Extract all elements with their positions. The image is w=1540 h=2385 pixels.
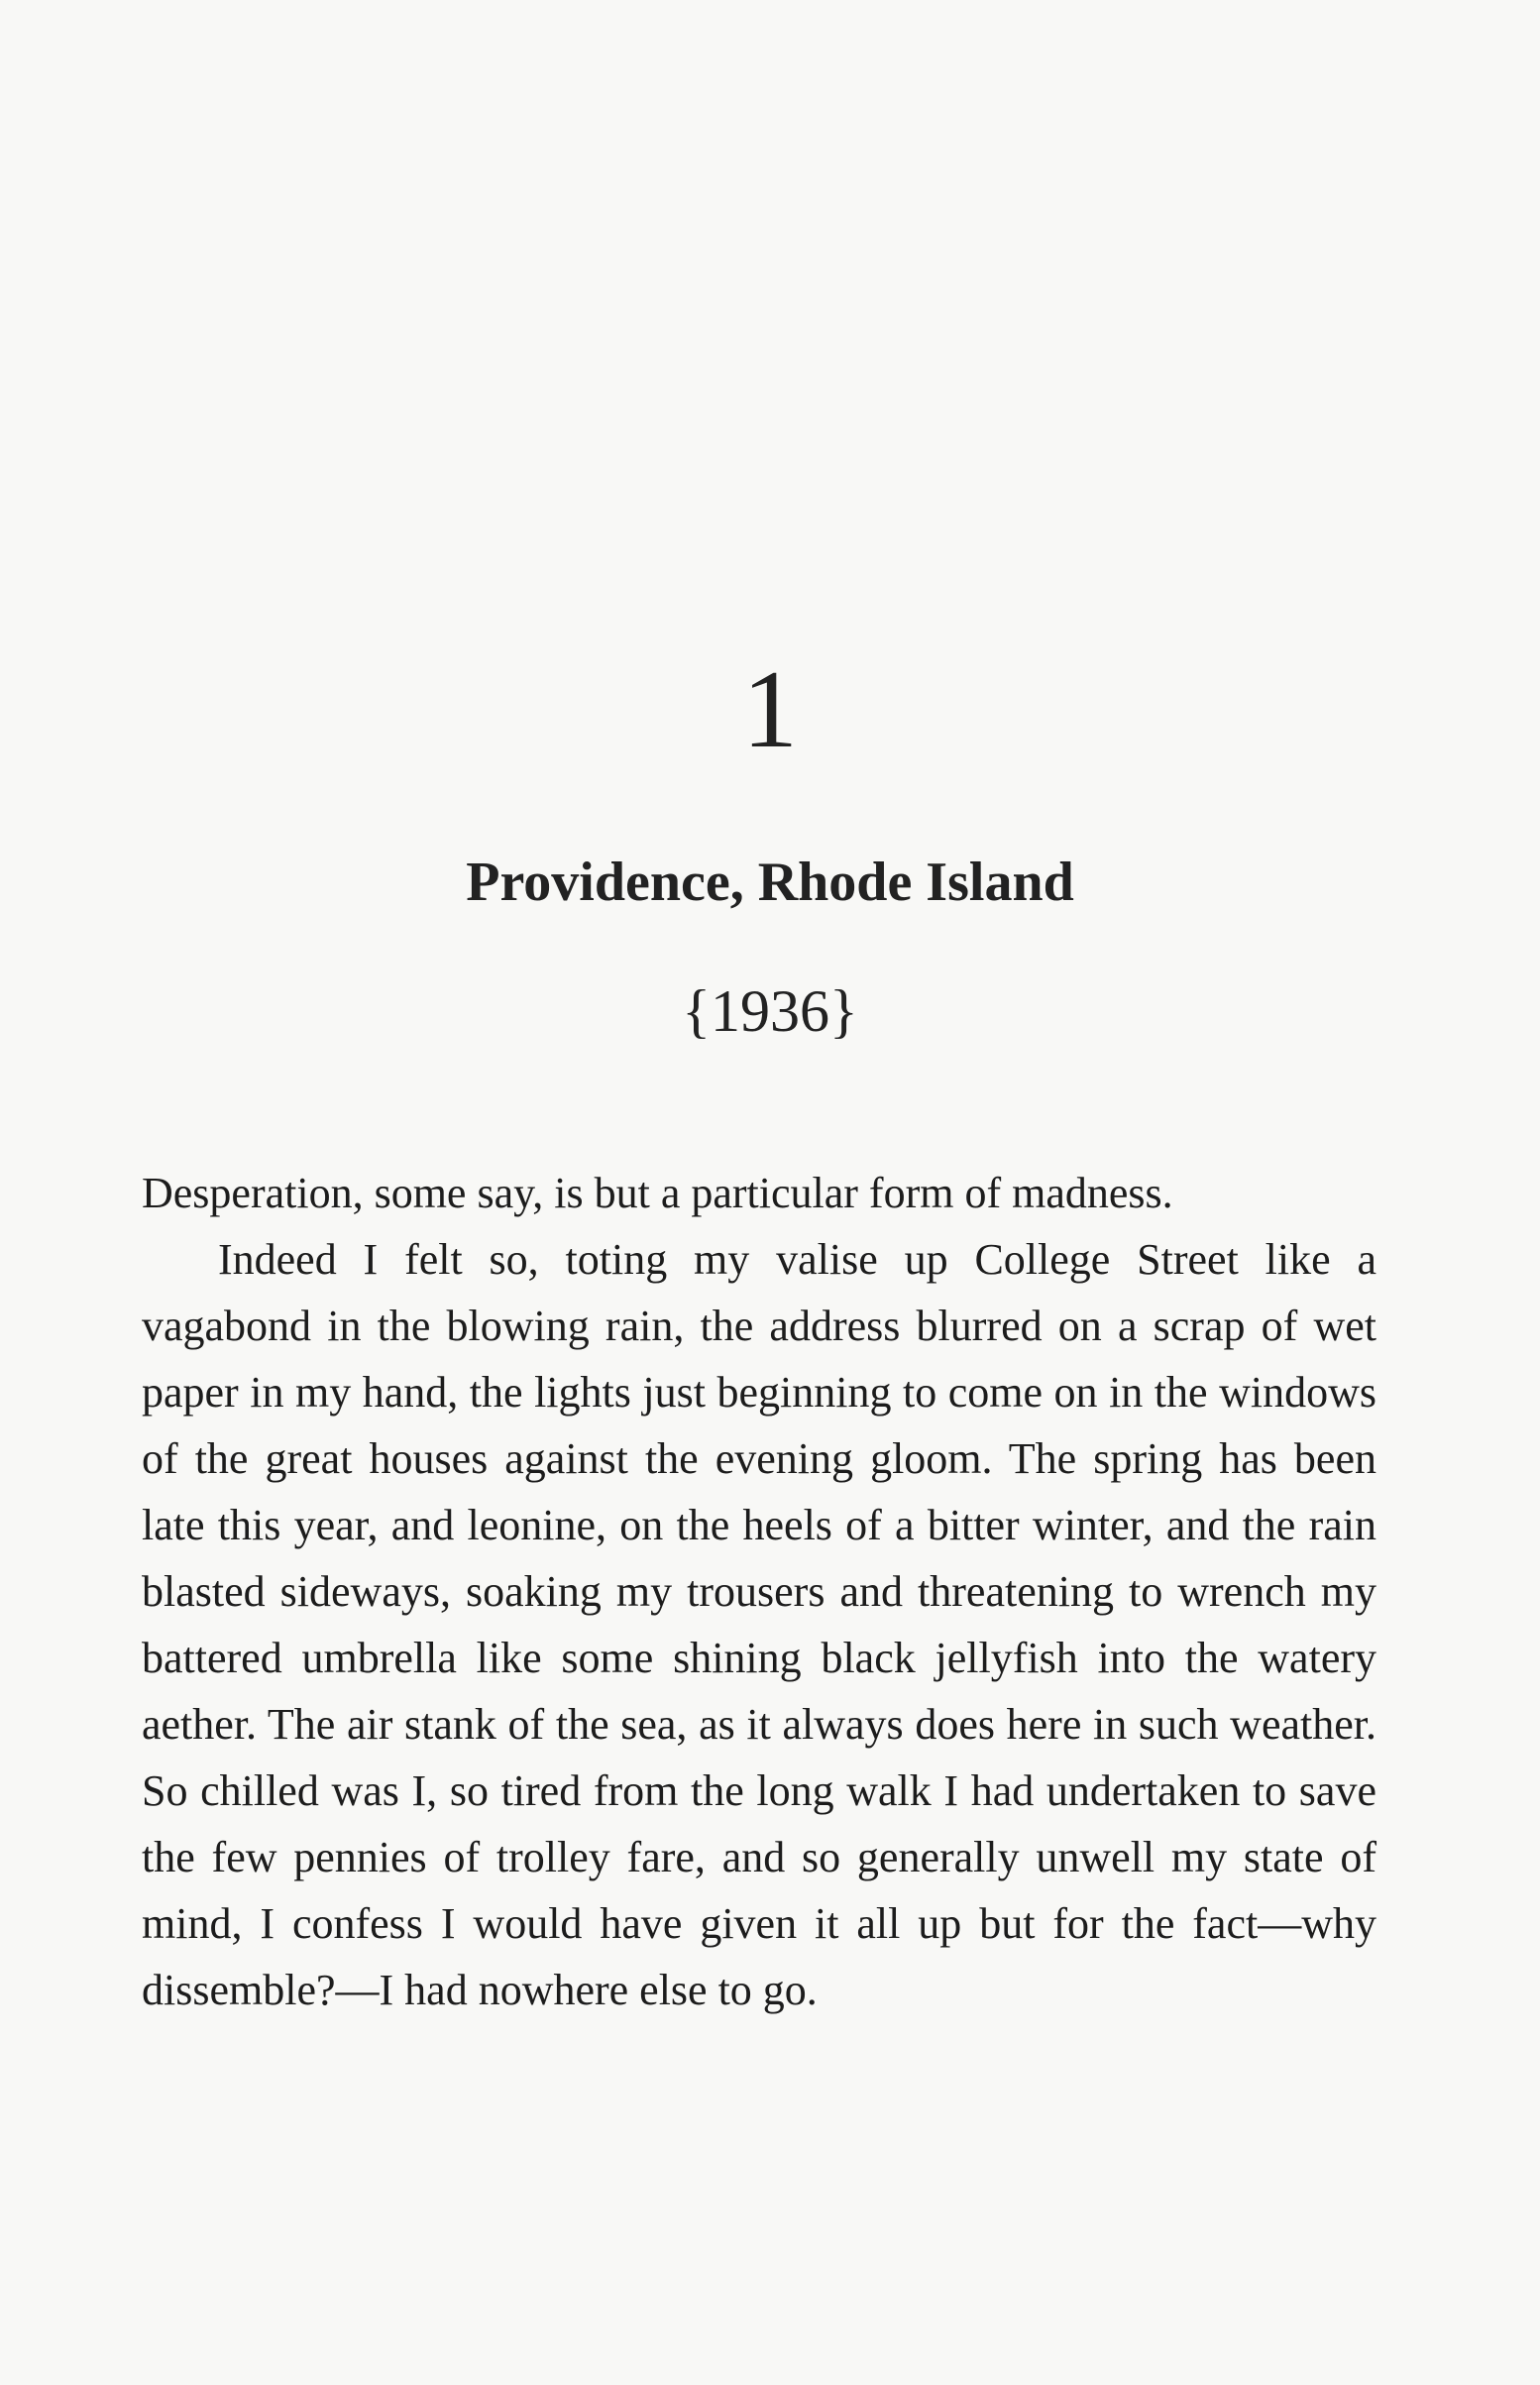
chapter-year: {1936} xyxy=(682,978,858,1044)
paragraph-opening: Desperation, some say, is but a particular form of madness. xyxy=(142,1169,1173,1217)
chapter-title: Providence, Rhode Island xyxy=(466,852,1074,913)
chapter-body xyxy=(142,1160,1376,2023)
chapter-number: 1 xyxy=(742,648,798,771)
paragraph-second: Indeed I felt so, toting my valise up College Street like a vagabond in the blowing rain, the address blurred on a scrap of wet paper in my hand, the lights just beginning to come on in the windows of the great houses against the evening gloom. The spring has been late this year, and leonine, on the heels of a bitter winter, and the rain blasted sideways, soaking my trousers and threatening to wrench my battered umbrella like some shining black jellyfish into the watery aether. The air stank of the sea, as it always does here in such weather. So chilled was I, so tired from the long walk I had undertaken to save the few pennies of trolley fare, and so generally unwell my state of mind, I confess I would have given it all up but for the fact—why dissemble?—I had nowhere else to go. xyxy=(142,1235,1376,2014)
